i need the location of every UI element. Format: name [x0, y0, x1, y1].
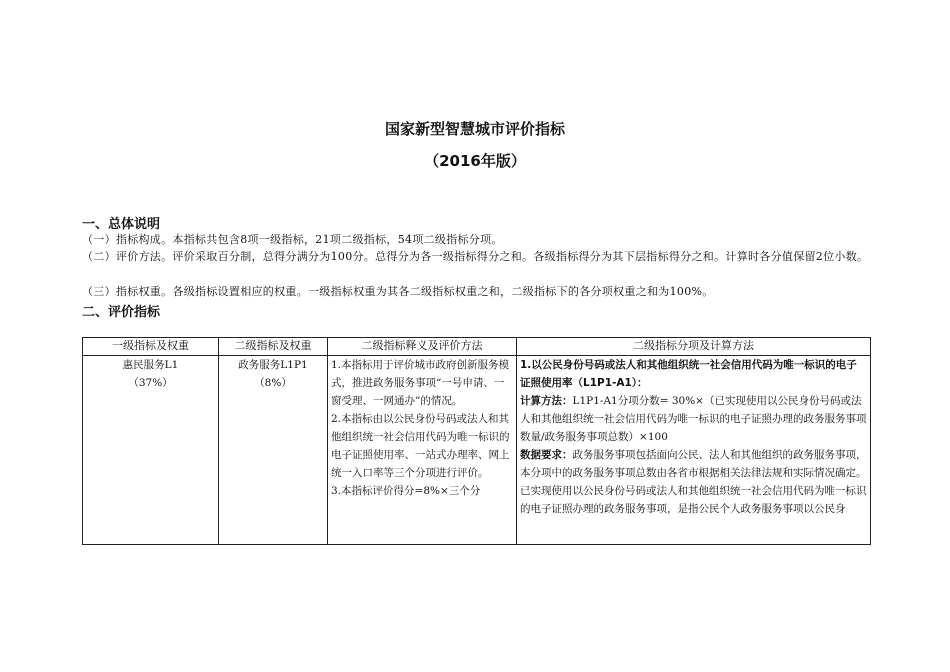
- calc-text: L1P1-A1分项分数= 30%×（已实现使用以公民身份号码或法人和其他组织统一社会信用代码为唯一标识的电子证照办理的政务服务事项数量/政务服务事项总数）×100: [520, 395, 867, 443]
- table-header-row: [83, 338, 871, 356]
- table-row: [83, 356, 871, 545]
- data-requirement: [520, 446, 867, 518]
- cell-level2: [219, 356, 328, 545]
- cell-level1: [83, 356, 219, 545]
- document-title: 国家新型智慧城市评价指标: [384, 120, 565, 138]
- header-level1: 一级指标及权重: [83, 338, 219, 356]
- level2-name: 政务服务L1P1: [238, 359, 308, 371]
- level1-name: 惠民服务L1: [122, 359, 179, 371]
- level1-weight: （37%）: [128, 377, 173, 389]
- level2-weight: （8%）: [254, 377, 292, 389]
- header-level2: 二级指标及权重: [219, 338, 328, 356]
- document-subtitle: （2016年版）: [424, 152, 526, 170]
- paragraph-composition: （一）指标构成。本指标共包含8项一级指标，21项二级指标，54项二级指标分项。: [82, 233, 503, 246]
- description-point-2: 2.本指标由以公民身份号码或法人和其他组织统一社会信用代码为唯一标识的电子证照使用率、一站式办理率、网上统一入口率等三个分项进行评价。: [331, 413, 510, 479]
- data-text: 政务服务事项包括面向公民、法人和其他组织的政务服务事项，本分项中的政务服务事项总数由各省市根据相关法律法规和实际情况确定。已实现使用以公民身份号码或法人和其他组织统一社会信用代码为唯一标识的电子证照办理的政务服务事项，是指公民个人政务服务事项以公民身: [520, 449, 867, 515]
- section-heading-indicators: 二、评价指标: [82, 305, 161, 320]
- section-heading-overview: 一、总体说明: [82, 217, 161, 232]
- data-label: 数据要求：: [520, 449, 573, 461]
- calc-label: 计算方法：: [520, 395, 573, 407]
- paragraph-method: （二）评价方法。评价采取百分制，总得分满分为100分。总得分为各一级指标得分之和。各级指标得分为其下层指标得分之和。计算时各分值保留2位小数。: [82, 250, 869, 263]
- cell-description: [328, 356, 517, 545]
- cell-items: [517, 356, 871, 545]
- calc-method: [520, 392, 867, 446]
- item-title: 1.以公民身份号码或法人和其他组织统一社会信用代码为唯一标识的电子证照使用率（L1P1-A1）：: [520, 359, 857, 389]
- indicator-table: [82, 337, 871, 545]
- description-point-3: 3.本指标评价得分=8%×三个分: [331, 485, 481, 497]
- description-point-1: 1.本指标用于评价城市政府创新服务模式，推进政务服务事项“一号申请、一窗受理、一网通办”的情况。: [331, 359, 510, 407]
- header-items: 二级指标分项及计算方法: [517, 338, 871, 356]
- header-description: 二级指标释义及评价方法: [328, 338, 517, 356]
- paragraph-weights: （三）指标权重。各级指标设置相应的权重。一级指标权重为其各二级指标权重之和，二级指标下的各分项权重之和为100%。: [82, 285, 714, 298]
